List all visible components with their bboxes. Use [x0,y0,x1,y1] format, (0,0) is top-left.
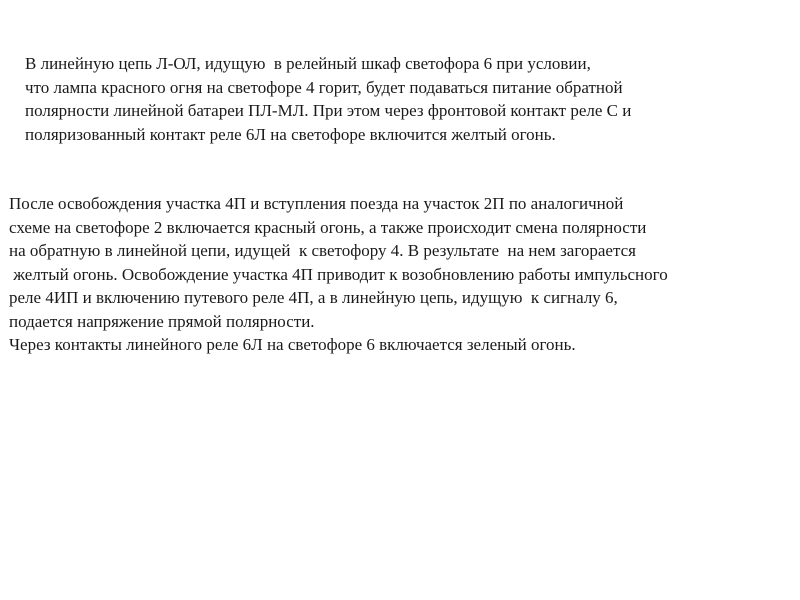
text-line: После освобождения участка 4П и вступления поезда на участок 2П по аналогичной [9,194,624,213]
text-line: что лампа красного огня на светофоре 4 горит, будет подаваться питание обратной [25,77,623,97]
text-line: схеме на светофоре 2 включается красный огонь, а также происходит смена полярности [9,217,647,237]
text-line: В линейную цепь Л-ОЛ, идущую в релейный шкаф светофора 6 при условии, [25,54,591,73]
text-line: поляризованный контакт реле 6Л на светофоре включится желтый огонь. [25,124,556,144]
text-line: на обратную в линейной цепи, идущей к светофору 4. В результате на нем загорается [9,241,636,260]
text-line: желтый огонь. Освобождение участка 4П приводит к возобновлению работы импульсного [9,264,668,284]
text-line: Через контакты линейного реле 6Л на светофоре 6 включается зеленый огонь. [9,335,576,354]
paragraph-signal-4-red-lamp [25,52,631,146]
paragraph-section-release [9,192,668,357]
text-line: полярности линейной батареи ПЛ-МЛ. При этом через фронтовой контакт реле С и [25,101,632,120]
text-line: реле 4ИП и включению путевого реле 4П, а в линейную цепь, идущую к сигналу 6, [9,288,618,307]
text-line: подается напряжение прямой полярности. [9,311,315,331]
